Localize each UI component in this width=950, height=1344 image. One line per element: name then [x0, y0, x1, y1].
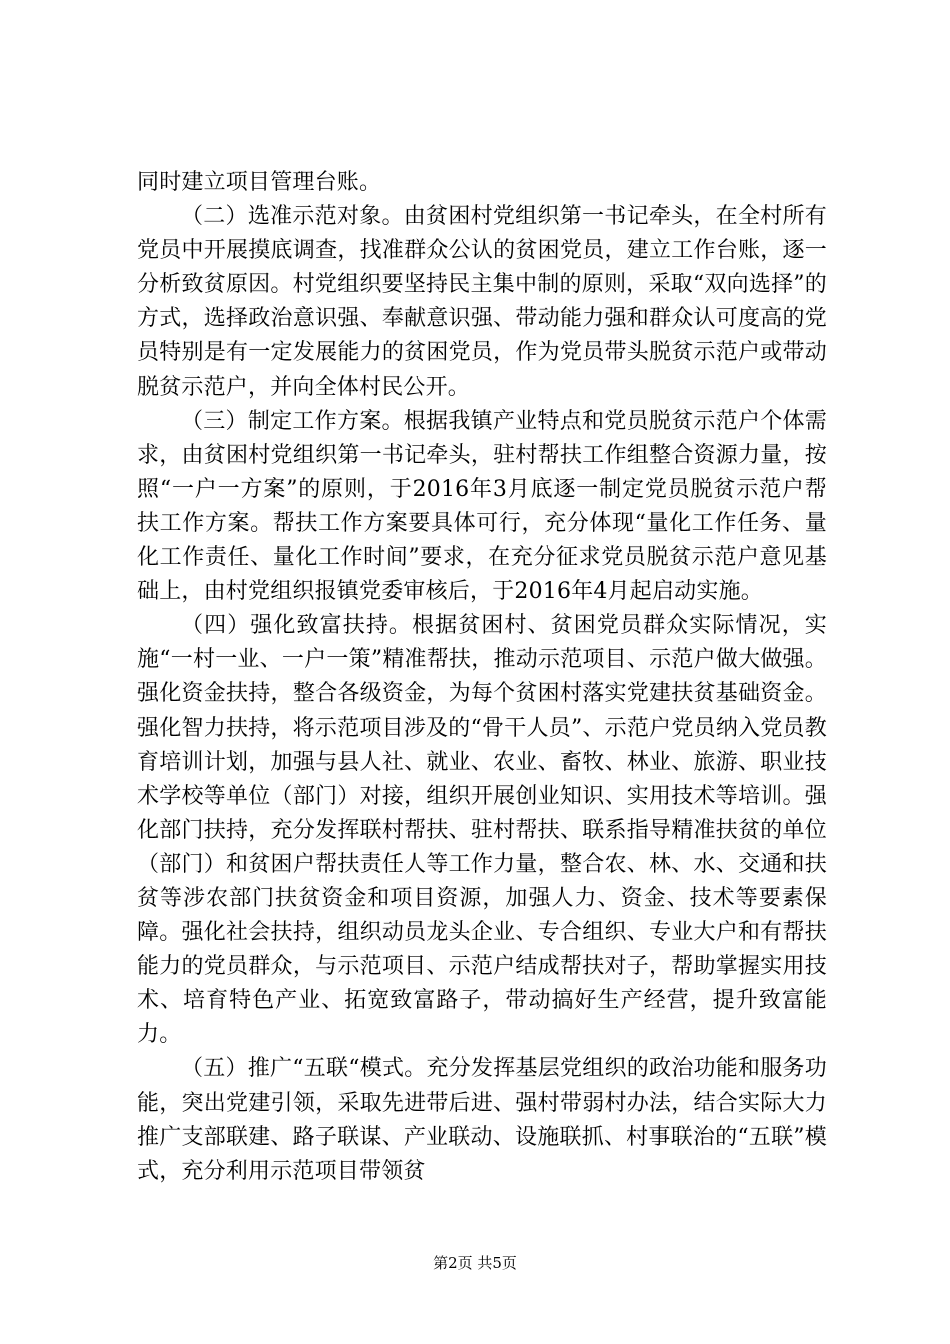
- page-footer: 第2页 共5页: [433, 1254, 517, 1272]
- paragraph-five-links-model: （五）推广“五联“模式。充分发挥基层党组织的政治功能和服务功能，突出党建引领，采取先进带后进、强村带弱村办法，结合实际大力推广支部联建、路子联谋、产业联动、设施联抓、村事联治的“五联”模式，充分利用示范项目带领贫: [137, 1056, 827, 1184]
- paragraph-work-plan: （三）制定工作方案。根据我镇产业特点和党员脱贫示范户个体需求，由贫困村党组织第一书记牵头，驻村帮扶工作组整合资源力量，按照“一户一方案”的原则，于2016年3月底逐一制定党员脱贫示范户帮扶工作方案。帮扶工作方案要具体可行，充分体现“量化工作任务、量化工作责任、量化工作时间”要求，在充分征求党员脱贫示范户意见基础上，由村党组织报镇党委审核后，于2016年4月起启动实施。: [137, 408, 827, 605]
- paragraph-continuation: 同时建立项目管理台账。: [137, 170, 382, 195]
- document-body: [137, 166, 827, 1189]
- paragraph-enrichment-support: （四）强化致富扶持。根据贫困村、贫困党员群众实际情况，实施“一村一业、一户一策”精准帮扶，推动示范项目、示范户做大做强。强化资金扶持，整合各级资金，为每个贫困村落实党建扶贫基础资金。强化智力扶持，将示范项目涉及的“骨干人员”、示范户党员纳入党员教育培训计划，加强与县人社、就业、农业、畜牧、林业、旅游、职业技术学校等单位（部门）对接，组织开展创业知识、实用技术等培训。强化部门扶持，充分发挥联村帮扶、驻村帮扶、联系指导精准扶贫的单位（部门）和贫困户帮扶责任人等工作力量，整合农、林、水、交通和扶贫等涉农部门扶贫资金和项目资源，加强人力、资金、技术等要素保障。强化社会扶持，组织动员龙头企业、专合组织、专业大户和有帮扶能力的党员群众，与示范项目、示范户结成帮扶对子，帮助掌握实用技术、培育特色产业、拓宽致富路子，带动搞好生产经营，提升致富能力。: [137, 613, 827, 1048]
- paragraph-select-demo-households: （二）选准示范对象。由贫困村党组织第一书记牵头，在全村所有党员中开展摸底调查，找准群众公认的贫困党员，建立工作台账，逐一分析致贫原因。村党组织要坚持民主集中制的原则，采取“双向选择”的方式，选择政治意识强、奉献意识强、带动能力强和群众认可度高的党员特别是有一定发展能力的贫困党员，作为党员带头脱贫示范户或带动脱贫示范户，并向全体村民公开。: [137, 204, 827, 400]
